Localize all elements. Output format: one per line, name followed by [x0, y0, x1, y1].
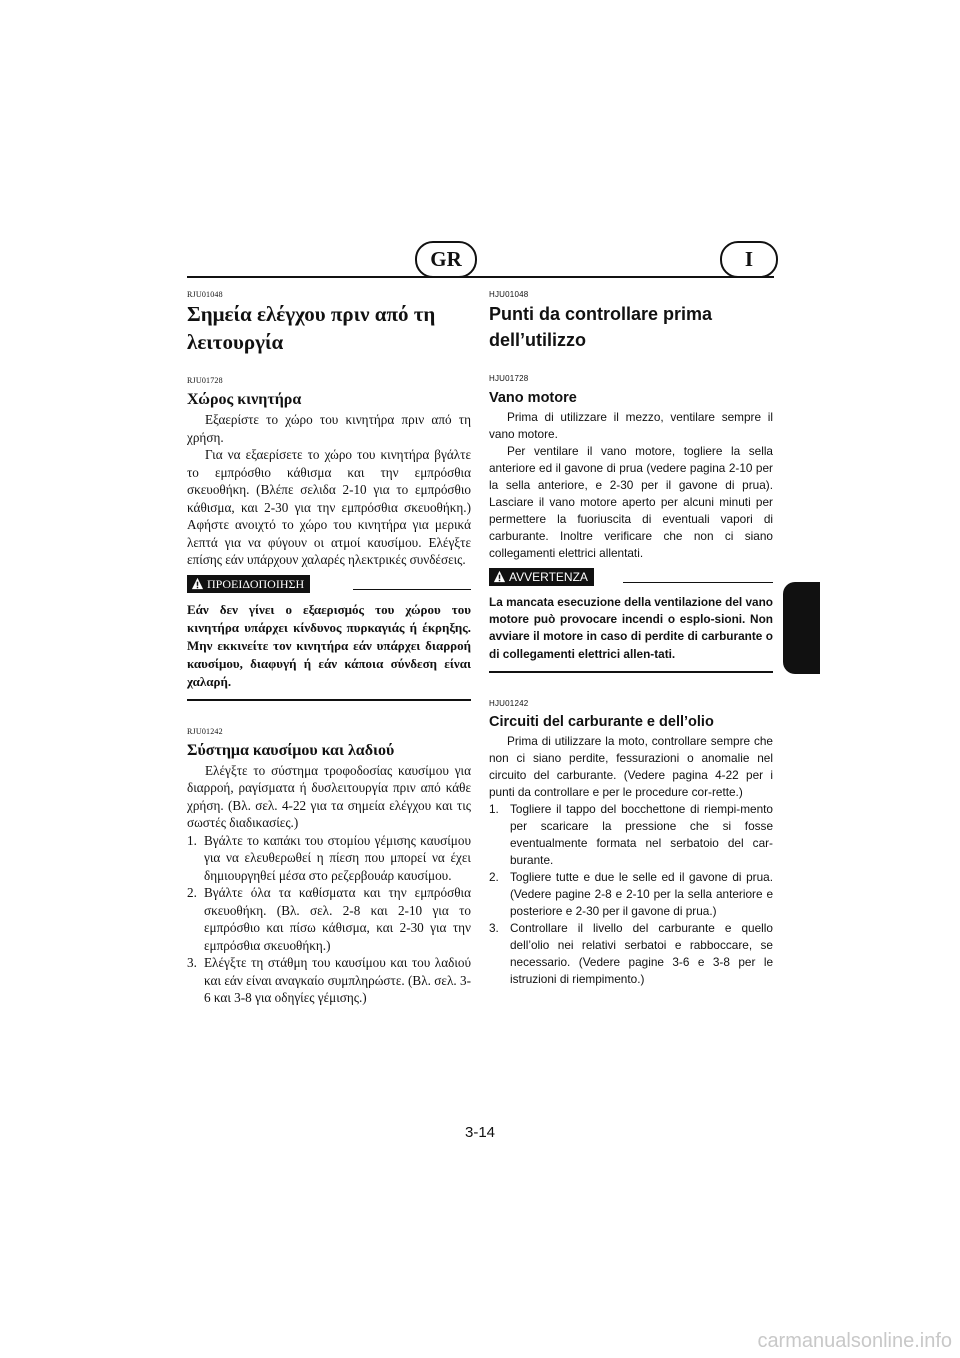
italian-column	[489, 290, 773, 988]
section-heading-engine: Χώρος κινητήρα	[187, 391, 302, 408]
page-title: Punti da controllare prima dell’utilizzo	[489, 304, 713, 350]
warning-header	[489, 568, 773, 590]
list-number: 2.	[489, 869, 499, 884]
page-number: 3-14	[464, 1124, 496, 1141]
list-text: Controllare il livello del carburante e quello dell’olio nei relativi serbatoi e rabboccare, se necessario. (Vedere pagine 3-6 e 3-8 per le istruzioni di riempimento.)	[510, 920, 773, 986]
warning-icon	[191, 577, 204, 590]
header-rule	[187, 276, 774, 278]
warning-icon	[493, 570, 506, 583]
list-item	[187, 832, 471, 885]
warning-text-block	[187, 601, 471, 701]
paragraph: Prima di utilizzare il mezzo, ventilare sempre il vano motore.	[489, 410, 773, 441]
lang-badge-gr: GR	[415, 241, 477, 278]
list-text: Togliere il tappo del bocchettone di riempi-mento per scaricare la pressione che si fosse eventualmente formata nel serbatoio del car-burante.	[510, 801, 773, 867]
list-text: Togliere tutte e due le selle ed il gavone di prua. (Vedere pagine 2-8 e 2-10 per la sella anteriore e posteriore e 2-30 per il gavone di prua.)	[510, 869, 773, 918]
paragraph: Εξαερίστε το χώρο του κινητήρα πριν από τη χρήση.	[187, 412, 471, 445]
watermark: carmanualsonline.info	[757, 1330, 952, 1352]
section-code: HJU01728	[489, 374, 529, 383]
greek-column	[187, 290, 471, 1007]
list-item	[187, 884, 471, 954]
section-code: RJU01242	[187, 726, 223, 736]
lang-badge-it: I	[720, 241, 778, 278]
page-title: Σημεία ελέγχου πριν από τη λειτουργία	[187, 302, 436, 354]
warning-rule	[623, 582, 773, 583]
steps-list	[489, 801, 773, 988]
paragraph: Per ventilare il vano motore, togliere la sella anteriore ed il gavone di prua (vedere pagina 2-10 per la sella anteriore, e 2-30 per il gavone di prua). Lasciare il vano motore aperto per alcuni minuti per permettere la fuoriuscita di eventuali vapori di carburante. Inoltre verificare che non ci siano collegamenti elettrici allentati.	[489, 444, 773, 560]
list-item	[489, 920, 773, 988]
section-code: RJU01048	[187, 290, 223, 299]
paragraph: Για να εξαερίσετε το χώρο του κινητήρα βγάλτε το εμπρόσθιο κάθισμα και την εμπρόσθια σκευοθήκη. (Βλέπε σελιδα 2-10 για το εμπρόσθιο κάθισμα, και 2-30 για την εμπρόσθια σκευοθήκη.) Αφήστε ανοιχτό το χώρο του κινητήρα για μερικά λεπτά για να φύγουν οι ατμοί καυσίμου. Ελέγξτε επίσης εάν υπάρχουν χαλαρές ηλεκτρικές συνδέσεις.	[187, 447, 471, 567]
section-heading-engine: Vano motore	[489, 390, 577, 406]
section-heading-fuel: Circuiti del carburante e dell’olio	[489, 713, 714, 730]
list-number: 3.	[489, 920, 499, 935]
warning-label-text: AVVERTENZA	[509, 570, 588, 584]
chapter-thumb-tab	[783, 582, 820, 674]
list-item	[489, 869, 773, 920]
list-item	[187, 954, 471, 1007]
list-number: 3.	[187, 955, 197, 970]
section-heading-fuel: Σύστημα καυσίμου και λαδιού	[187, 741, 395, 759]
list-number: 1.	[489, 801, 499, 816]
paragraph: Prima di utilizzare la moto, controllare sempre che non ci siano perdite, fessurazioni o anomalie nel circuito del carburante. (Vedere pagina 4-22 per i punti da controllare e per le procedure cor-rette.)	[489, 733, 773, 799]
warning-text: Εάν δεν γίνει ο εξαερισμός του χώρου του κινητήρα υπάρχει κίνδυνος πυρκαγιάς ή έκρηξης. Μην εκκινείτε τον κινητήρα εάν υπάρχει διαρροή καυσίμου, διαφυγή ή εάν κάποια σύνδεση είναι χαλαρή.	[187, 601, 471, 689]
list-text: Ελέγξτε τη στάθμη του καυσίμου και του λαδιού και εάν είναι αναγκαίο συμπληρώστε. (Βλ. σελ. 3-6 και 3-8 για οδηγίες γέμισης.)	[204, 955, 471, 1005]
warning-label-text: ΠΡΟΕΙΔΟΠΟΙΗΣΗ	[207, 576, 305, 591]
section-code: RJU01728	[187, 376, 223, 385]
warning-text-block	[489, 594, 773, 673]
warning-rule	[353, 589, 471, 590]
list-text: Βγάλτε όλα τα καθίσματα και την εμπρόσθια σκευοθήκη. (Βλ. σελ. 2-8 και 2-10 για το εμπρόσθιο και πίσω κάθισμα, και 2-30 για την εμπρόσθια σκευοθήκη.)	[204, 885, 471, 953]
list-item	[489, 801, 773, 869]
section-code: HJU01242	[489, 698, 529, 708]
list-text: Βγάλτε το καπάκι του στομίου γέμισης καυσίμου για να ελευθερωθεί η πίεση που μπορεί να έχει δημιουργηθεί μέσα στο ρεζερβουάρ καυσίμου.	[204, 832, 471, 883]
warning-label	[489, 568, 594, 586]
warning-header	[187, 575, 471, 597]
warning-text: La mancata esecuzione della ventilazione del vano motore può provocare incendi o esplo-sioni. Non avviare il motore in caso di perdite di carburante o di collegamenti elettrici allen-tati.	[489, 595, 773, 661]
warning-label	[187, 575, 310, 593]
section-code: HJU01048	[489, 290, 529, 299]
list-number: 1.	[187, 832, 197, 848]
steps-list	[187, 832, 471, 1007]
list-number: 2.	[187, 885, 197, 900]
paragraph: Ελέγξτε το σύστημα τροφοδοσίας καυσίμου για διαρροή, ραγίσματα ή δυσλειτουργία πριν από κάθε χρήση. (Βλ. σελ. 4-22 για τα σημεία ελέγχου και τις σωστές διαδικασίες.)	[187, 762, 471, 830]
